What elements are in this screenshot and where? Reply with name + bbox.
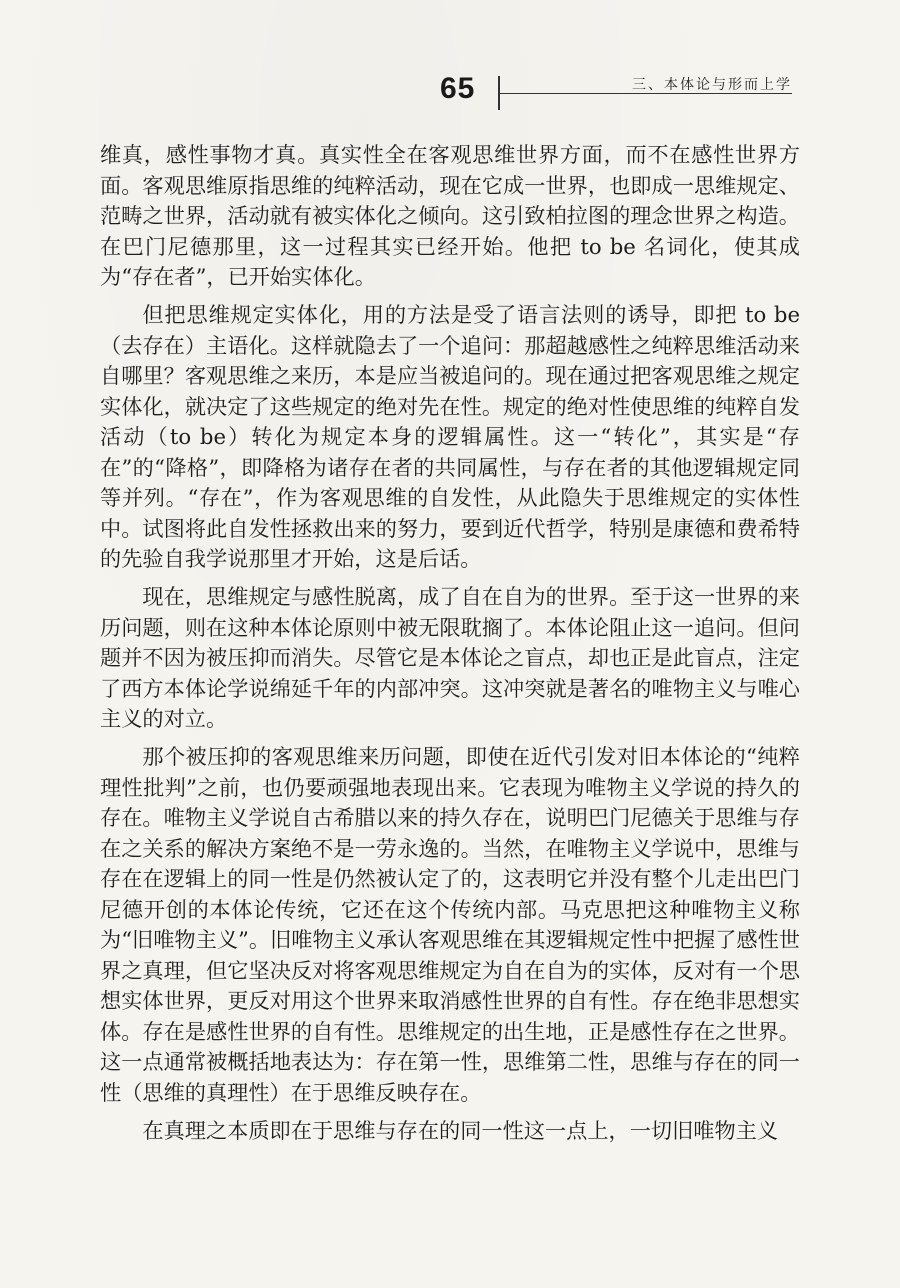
body-text — [100, 140, 800, 1154]
paragraph: 现在，思维规定与感性脱离，成了自在自为的世界。至于这一世界的来历问题，则在这种本体论原则中被无限耽搁了。本体论阻止这一追问。但问题并不因为被压抑而消失。尽管它是本体论之盲点，却也正是此盲点，注定了西方本体论学说绵延千年的内部冲突。这冲突就是著名的唯物主义与唯心主义的对立。 — [100, 584, 800, 731]
page-number: 65 — [440, 72, 476, 105]
running-title: 三、本体论与形而上学 — [632, 77, 792, 93]
paragraph: 在真理之本质即在于思维与存在的同一性这一点上，一切旧唯物主义 — [142, 1117, 779, 1143]
paragraph-continuation: 维真，感性事物才真。真实性全在客观思维世界方面，而不在感性世界方面。客观思维原指思维的纯粹活动，现在它成一世界，也即成一思维规定、范畴之世界，活动就有被实体化之倾向。这引致柏拉图的理念世界之构造。在巴门尼德那里，这一过程其实已经开始。他把 to be 名词化，使其成为“存在者”，已开始实体化。 — [100, 142, 800, 289]
page-header — [440, 70, 800, 110]
paragraph: 那个被压抑的客观思维来历问题，即使在近代引发对旧本体论的“纯粹理性批判”之前，也仍要顽强地表现出来。它表现为唯物主义学说的持久的存在。唯物主义学说自古希腊以来的持久存在，说明巴门尼德关于思维与存在之关系的解决方案绝不是一劳永逸的。当然，在唯物主义学说中，思维与存在在逻辑上的同一性是仍然被认定了的，这表明它并没有整个儿走出巴门尼德开创的本体论传统，它还在这个传统内部。马克思把这种唯物主义称为“旧唯物主义”。旧唯物主义承认客观思维在其逻辑规定性中把握了感性世界之真理，但它坚决反对将客观思维规定为自在自为的实体，反对有一个思想实体世界，更反对用这个世界来取消感性世界的自有性。存在绝非思想实体。存在是感性世界的自有性。思维规定的出生地，正是感性存在之世界。这一点通常被概括地表达为：存在第一性，思维第二性，思维与存在的同一性（思维的真理性）在于思维反映存在。 — [100, 744, 800, 1105]
paragraph: 但把思维规定实体化，用的方法是受了语言法则的诱导，即把 to be（去存在）主语化。这样就隐去了一个追问：那超越感性之纯粹思维活动来自哪里？客观思维之来历，本是应当被追问的。现在通过把客观思维之规定实体化，就决定了这些规定的绝对先在性。规定的绝对性使思维的纯粹自发活动（to be）转化为规定本身的逻辑属性。这一“转化”，其实是“存在”的“降格”，即降格为诸存在者的共同属性，与存在者的其他逻辑规定同等并列。“存在”，作为客观思维的自发性，从此隐失于思维规定的实体性中。试图将此自发性拯救出来的努力，要到近代哲学，特别是康德和费希特的先验自我学说那里才开始，这是后话。 — [100, 302, 800, 571]
